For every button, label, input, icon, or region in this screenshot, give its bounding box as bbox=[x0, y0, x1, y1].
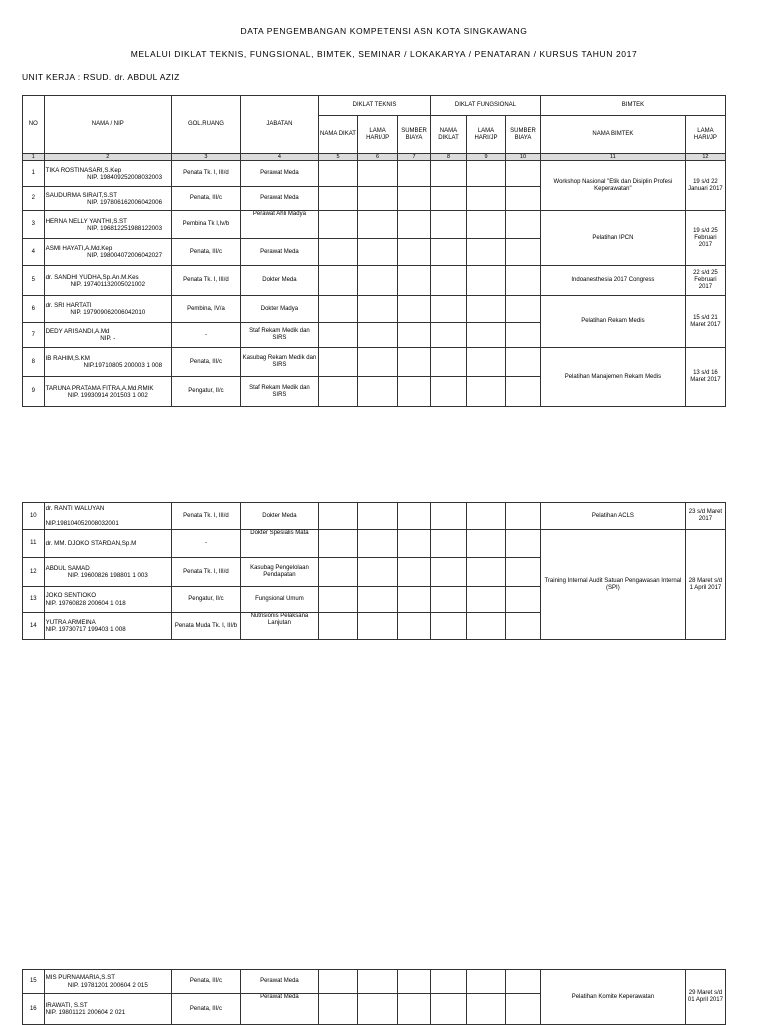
col-number: 10 bbox=[506, 154, 541, 161]
table-row bbox=[23, 161, 726, 187]
employee-name: ABDUL SAMAD bbox=[45, 564, 90, 572]
header-sumber-biaya: SUMBER BIAYA bbox=[398, 116, 431, 154]
header-lama-hari: LAMA HARI/JP bbox=[358, 116, 398, 154]
unit-kerja-label: UNIT KERJA : RSUD. dr. ABDUL AZIZ bbox=[22, 72, 180, 82]
col-number: 1 bbox=[23, 154, 45, 161]
col-number: 12 bbox=[685, 154, 725, 161]
employee-name: TIKA ROSTINASARI,S.Kep bbox=[45, 166, 122, 174]
employee-nip: NIP.198104052008032001 bbox=[45, 519, 119, 527]
jabatan-cell: Dokter Meda bbox=[240, 503, 318, 530]
col-number: 8 bbox=[430, 154, 466, 161]
table-row bbox=[23, 530, 726, 558]
table-row bbox=[23, 348, 726, 377]
jabatan-cell: Kasubag Rekam Medik dan SIRS bbox=[240, 348, 318, 377]
employee-name: SAUDURMA SIRAIT,S.ST bbox=[45, 191, 118, 199]
row-number: 9 bbox=[23, 377, 45, 407]
gol-ruang-cell: - bbox=[172, 323, 241, 348]
row-number: 3 bbox=[23, 211, 45, 239]
row-number: 1 bbox=[23, 161, 45, 187]
jabatan-cell: Dokter Madya bbox=[240, 296, 318, 323]
employee-nip: NIP. 198004072006042027 bbox=[87, 252, 163, 260]
employee-name: dr. SANDHI YUDHA,Sp.An.M.Kes bbox=[45, 273, 139, 281]
employee-name: HERNA NELLY YANTHI,S.ST bbox=[45, 217, 127, 225]
table-row bbox=[23, 970, 726, 994]
table-row bbox=[23, 266, 726, 296]
header-gol-ruang: GOL.RUANG bbox=[172, 96, 241, 154]
row-number: 14 bbox=[23, 613, 45, 640]
header-lama-hari-bimtek: LAMA HARI/JP bbox=[685, 116, 725, 154]
header-nama-bimtek: NAMA BIMTEK bbox=[540, 116, 685, 154]
bimtek-duration-cell: 13 s/d 16 Maret 2017 bbox=[685, 348, 725, 407]
employee-name-nip bbox=[44, 994, 171, 1025]
gol-ruang-cell: Penata Muda Tk. I, III/b bbox=[172, 613, 241, 640]
employee-name-nip bbox=[44, 587, 171, 613]
header-lama-hari: LAMA HARI/JP bbox=[466, 116, 505, 154]
header-jabatan: JABATAN bbox=[240, 96, 318, 154]
employee-name-nip bbox=[44, 323, 171, 348]
jabatan-cell: Perawat Meda bbox=[240, 994, 318, 1025]
employee-name-nip bbox=[44, 377, 171, 407]
employee-name: IB RAHIM,S.KM bbox=[45, 355, 90, 363]
employee-nip: NIP. 19760828 200604 1 018 bbox=[45, 599, 126, 607]
row-number: 2 bbox=[23, 187, 45, 211]
col-number: 9 bbox=[466, 154, 505, 161]
col-number: 7 bbox=[398, 154, 431, 161]
jabatan-cell: Perawat Meda bbox=[240, 161, 318, 187]
employee-nip: NIP. 197806162006042006 bbox=[87, 198, 163, 206]
employee-name-nip bbox=[44, 266, 171, 296]
employee-name: JOKO SENTIOKO bbox=[45, 592, 97, 600]
competency-table-page1 bbox=[22, 95, 726, 407]
gol-ruang-cell: Penata, III/c bbox=[172, 348, 241, 377]
header-diklat-teknis: DIKLAT TEKNIS bbox=[318, 96, 430, 116]
gol-ruang-cell: Penata, III/c bbox=[172, 239, 241, 266]
competency-table-page2 bbox=[22, 502, 726, 640]
gol-ruang-cell: Penata, III/c bbox=[172, 970, 241, 994]
header-sumber-biaya: SUMBER BIAYA bbox=[506, 116, 541, 154]
jabatan-cell: Staf Rekam Medik dan SIRS bbox=[240, 377, 318, 407]
row-number: 15 bbox=[23, 970, 45, 994]
table-row bbox=[23, 503, 726, 530]
row-number: 12 bbox=[23, 558, 45, 587]
competency-table-page3 bbox=[22, 969, 726, 1025]
employee-name-nip bbox=[44, 211, 171, 239]
bimtek-duration-cell: 19 s/d 22 Januari 2017 bbox=[685, 161, 725, 211]
jabatan-cell: Dokter Meda bbox=[240, 266, 318, 296]
gol-ruang-cell: Penata, III/c bbox=[172, 187, 241, 211]
employee-name-nip bbox=[44, 239, 171, 266]
table-row bbox=[23, 211, 726, 239]
bimtek-name-cell: Indoanesthesia 2017 Congress bbox=[540, 266, 685, 296]
jabatan-cell: Fungsional Umum bbox=[240, 587, 318, 613]
row-number: 6 bbox=[23, 296, 45, 323]
bimtek-duration-cell: 28 Maret s/d 1 April 2017 bbox=[685, 530, 725, 640]
col-number: 5 bbox=[318, 154, 357, 161]
row-number: 13 bbox=[23, 587, 45, 613]
bimtek-duration-cell: 19 s/d 25 Februari 2017 bbox=[685, 211, 725, 266]
employee-nip: NIP. 19730717 199403 1 008 bbox=[45, 626, 126, 633]
gol-ruang-cell: Pembina Tk I,Iv/b bbox=[172, 211, 241, 239]
employee-name-nip bbox=[44, 187, 171, 211]
employee-name: dr. SRI HARTATI bbox=[45, 302, 92, 310]
employee-name-nip bbox=[44, 530, 171, 558]
header-bimtek: BIMTEK bbox=[540, 96, 725, 116]
jabatan-cell: Nutrisionis Pelaksana Lanjutan bbox=[240, 613, 318, 640]
row-number: 5 bbox=[23, 266, 45, 296]
bimtek-name-cell: Pelatihan Komite Keperawatan bbox=[540, 970, 685, 1025]
employee-nip: NIP. 19781201 200604 2 015 bbox=[67, 981, 148, 989]
employee-nip: NIP. - bbox=[100, 335, 116, 343]
header-nama-diklat: NAMA DIKLAT bbox=[430, 116, 466, 154]
jabatan-cell: Staf Rekam Medik dan SIRS bbox=[240, 323, 318, 348]
col-number: 4 bbox=[240, 154, 318, 161]
employee-name: DEDY ARISANDI,A.Md bbox=[45, 328, 110, 336]
bimtek-name-cell: Pelatihan Manajemen Rekam Medis bbox=[540, 348, 685, 407]
employee-name: TARUNA PRATAMA FITRA,A.Md.RMIK bbox=[45, 384, 154, 392]
bimtek-name-cell: Workshop Nasional "Etik dan Disiplin Profesi Keperawatan" bbox=[540, 161, 685, 211]
gol-ruang-cell: Pengatur, II/c bbox=[172, 587, 241, 613]
bimtek-name-cell: Training Internal Audit Satuan Pengawasan Internal (SPI) bbox=[540, 530, 685, 640]
document-title-line2: MELALUI DIKLAT TEKNIS, FUNGSIONAL, BIMTEK, SEMINAR / LOKAKARYA / PENATARAN / KURSUS TAHUN 2017 bbox=[130, 49, 638, 59]
gol-ruang-cell: Penata Tk. I, III/d bbox=[172, 503, 241, 530]
jabatan-cell: Perawat Ahli Madya bbox=[240, 211, 318, 239]
column-number-row bbox=[23, 154, 726, 161]
gol-ruang-cell: Pengatur, II/c bbox=[172, 377, 241, 407]
row-number: 7 bbox=[23, 323, 45, 348]
header-diklat-fungsional: DIKLAT FUNGSIONAL bbox=[430, 96, 540, 116]
row-number: 8 bbox=[23, 348, 45, 377]
jabatan-cell: Perawat Meda bbox=[240, 239, 318, 266]
employee-name: MIS PURNAMARIA,S.ST bbox=[45, 974, 116, 982]
employee-nip: NIP.19710805 200003 1 008 bbox=[83, 362, 163, 370]
jabatan-cell: Kasubag Pengelolaan Pendapatan bbox=[240, 558, 318, 587]
employee-name-nip bbox=[44, 503, 171, 530]
header-no: NO bbox=[23, 96, 45, 154]
jabatan-cell: Dokter Spesialis Mata bbox=[240, 530, 318, 558]
employee-name: dr. MM. DJOKO STARDAN,Sp.M bbox=[45, 539, 137, 547]
employee-name-nip bbox=[44, 348, 171, 377]
jabatan-cell: Perawat Meda bbox=[240, 970, 318, 994]
bimtek-duration-cell: 22 s/d 25 Februari 2017 bbox=[685, 266, 725, 296]
employee-nip: NIP. 19801121 200604 2 021 bbox=[45, 1009, 126, 1016]
gol-ruang-cell: - bbox=[172, 530, 241, 558]
employee-name: IRAWATI, S.ST bbox=[45, 1001, 88, 1009]
row-number: 4 bbox=[23, 239, 45, 266]
gol-ruang-cell: Penata Tk. I, III/d bbox=[172, 558, 241, 587]
bimtek-name-cell: Pelatihan Rekam Medis bbox=[540, 296, 685, 348]
table-row bbox=[23, 296, 726, 323]
employee-name-nip bbox=[44, 970, 171, 994]
col-number: 3 bbox=[172, 154, 241, 161]
employee-name-nip bbox=[44, 161, 171, 187]
employee-nip: NIP. 196812251988122003 bbox=[87, 224, 163, 232]
bimtek-duration-cell: 15 s/d 21 Maret 2017 bbox=[685, 296, 725, 348]
employee-name-nip bbox=[44, 613, 171, 640]
row-number: 11 bbox=[23, 530, 45, 558]
col-number: 11 bbox=[540, 154, 685, 161]
row-number: 10 bbox=[23, 503, 45, 530]
employee-nip: NIP. 197909062006042010 bbox=[70, 309, 146, 317]
employee-nip: NIP. 198409252008032003 bbox=[87, 173, 163, 181]
employee-name: YUTRA ARMEINA bbox=[45, 618, 96, 626]
bimtek-name-cell: Pelatihan IPCN bbox=[540, 211, 685, 266]
employee-nip: NIP. 19930914 201503 1 002 bbox=[67, 391, 148, 399]
bimtek-duration-cell: 29 Maret s/d 01 April 2017 bbox=[685, 970, 725, 1025]
col-number: 2 bbox=[44, 154, 171, 161]
bimtek-duration-cell: 23 s/d Maret 2017 bbox=[685, 503, 725, 530]
gol-ruang-cell: Pembina, IV/a bbox=[172, 296, 241, 323]
bimtek-name-cell: Pelatihan ACLS bbox=[540, 503, 685, 530]
header-nama-nip: NAMA / NIP bbox=[44, 96, 171, 154]
employee-nip: NIP. 197401132005021002 bbox=[70, 280, 146, 288]
employee-name-nip bbox=[44, 296, 171, 323]
employee-name: ASMI HAYATI,A.Md.Kep bbox=[45, 245, 113, 253]
employee-name-nip bbox=[44, 558, 171, 587]
header-nama-dikat: NAMA DIKAT bbox=[318, 116, 357, 154]
gol-ruang-cell: Penata Tk. I, III/d bbox=[172, 266, 241, 296]
employee-nip: NIP. 19600826 198801 1 003 bbox=[67, 572, 148, 579]
gol-ruang-cell: Penata, III/c bbox=[172, 994, 241, 1025]
row-number: 16 bbox=[23, 994, 45, 1025]
employee-name: dr. RANTI WALUYAN bbox=[45, 505, 105, 513]
document-title-line1: DATA PENGEMBANGAN KOMPETENSI ASN KOTA SINGKAWANG bbox=[240, 26, 528, 36]
col-number: 6 bbox=[358, 154, 398, 161]
jabatan-cell: Perawat Meda bbox=[240, 187, 318, 211]
gol-ruang-cell: Penata Tk. I, III/d bbox=[172, 161, 241, 187]
